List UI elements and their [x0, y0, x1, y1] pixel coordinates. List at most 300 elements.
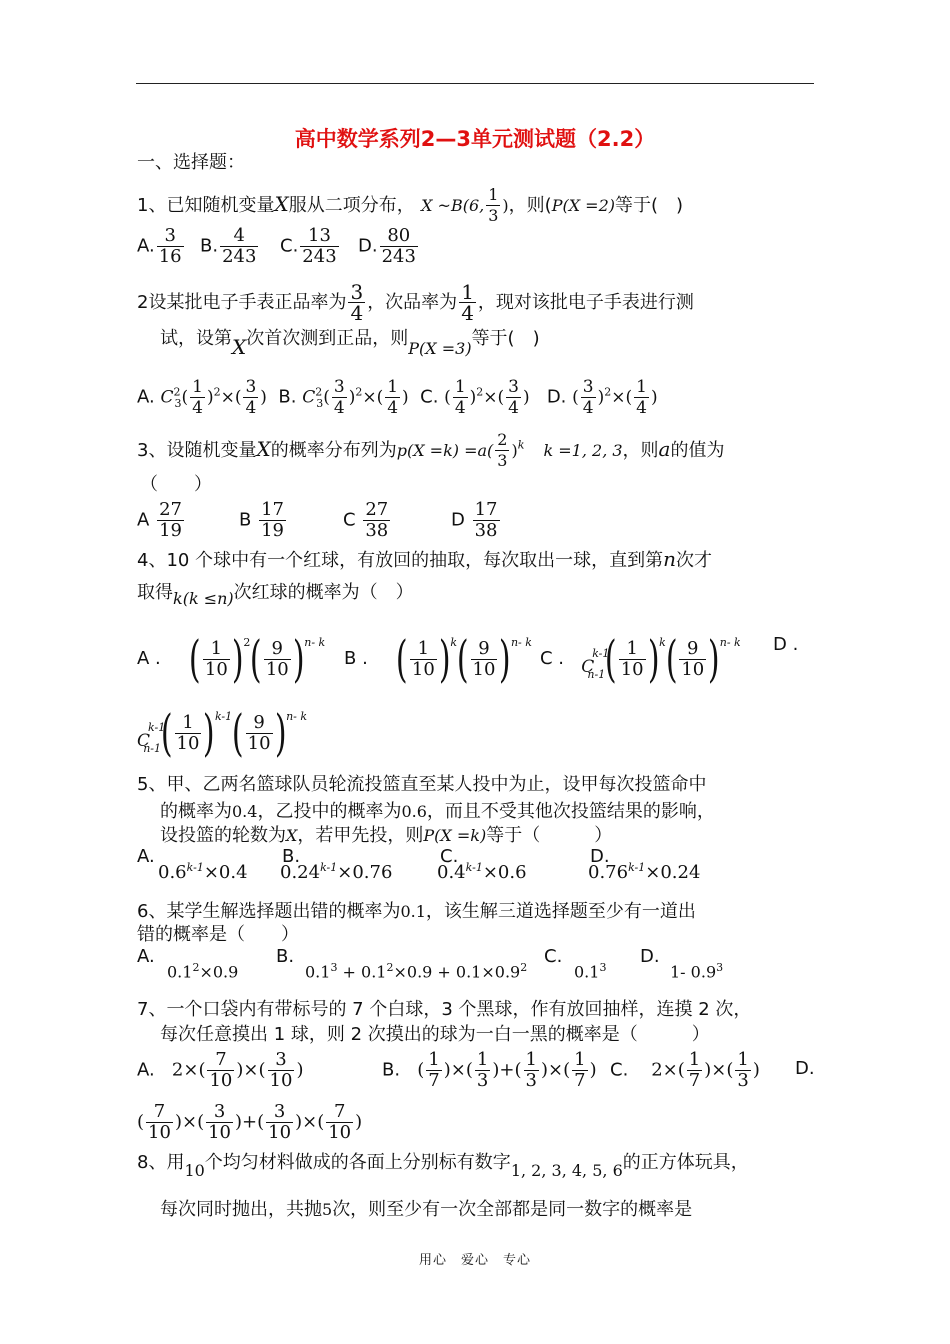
q7-option-d-label: D.: [795, 1058, 815, 1079]
times-sign: ×: [243, 1059, 259, 1081]
q5-option-c-label: C.: [440, 846, 459, 867]
option-label: B .: [344, 648, 368, 669]
question-7-line-2: 每次任意摸出 1 球，则 2 次摸出的球为一白一黑的概率是（ ）: [160, 1024, 710, 1045]
times-sign: ×: [450, 1059, 466, 1081]
fraction-numerator: 9: [253, 711, 265, 733]
q7-option-a: A. 2×( $\frac{7}{10}$ )×( $\frac{3}{10}$ ): [137, 1049, 304, 1091]
fraction-numerator: 1: [525, 1049, 537, 1070]
q1-option-d: [358, 226, 420, 267]
superscript: 3: [716, 961, 724, 974]
superscript: k: [517, 438, 525, 452]
q7-option-d: ( $\frac{7}{10}$ )×( $\frac{3}{10}$ )+( $\frac{3}{10}$ )×( $\frac{7}{10}$ ): [137, 1101, 363, 1143]
q2-text-2: ，次品率为: [367, 292, 458, 313]
superscript: 2: [476, 385, 484, 399]
superscript: 2: [243, 636, 251, 649]
fraction-denominator: 4: [508, 398, 519, 418]
times-sign: ×: [611, 387, 626, 408]
q8-text-2: 个均匀材料做成的各面上分别标有数字: [204, 1152, 511, 1173]
question-2-line-2: [160, 324, 540, 359]
q1-d-fraction: [380, 226, 418, 267]
fraction-denominator: 19: [159, 520, 182, 541]
q6-option-a: [167, 961, 238, 981]
fraction-denominator: 10: [411, 658, 435, 680]
q5-var: X: [286, 826, 298, 845]
q1-text-2: 服从二项分布，: [288, 195, 415, 216]
option-label: B.: [200, 235, 219, 257]
fraction-denominator: 10: [620, 658, 644, 680]
fraction-denominator: 4: [636, 398, 647, 418]
fraction-denominator: 10: [209, 1070, 233, 1091]
base: 0.4: [437, 862, 466, 883]
q1-option-a: [137, 226, 186, 267]
times-sign: ×: [302, 1111, 318, 1133]
fraction-denominator: 19: [261, 520, 284, 541]
q4-option-d: $C^{k-1}_{n-1}$( $\frac{1}{10}$ )$^{k-1}$( $\frac{9}{10}$ )$^{n- k}$: [137, 704, 308, 762]
q1-dist-close: ): [502, 196, 509, 215]
fraction-denominator: 243: [381, 246, 416, 267]
q1-c-fraction: [300, 226, 338, 267]
fraction-denominator: 10: [176, 732, 200, 754]
q5-option-d-label: D.: [590, 846, 610, 867]
fraction: [581, 377, 596, 418]
q8-text-4: 每次同时抛出，共抛: [160, 1199, 322, 1220]
fraction-denominator: 4: [454, 398, 466, 418]
q5-text-2: ，乙投中的概率为: [257, 801, 402, 822]
superscript: 2: [192, 961, 200, 974]
times-sign: ×: [711, 1059, 727, 1081]
q3-option-b: [239, 500, 288, 541]
factor: ×0.9: [199, 962, 239, 982]
option-label: A .: [137, 648, 161, 669]
q3-option-d: [451, 500, 502, 541]
q1-var: X: [274, 192, 289, 216]
q8-numbers: 1, 2, 3, 4, 5, 6: [510, 1161, 623, 1180]
q1-dist-num: 1: [488, 185, 499, 204]
question-4-line-1: [137, 546, 712, 574]
question-6-line-2: 错的概率是（ ）: [137, 924, 299, 945]
q8-text: 8、用: [137, 1152, 185, 1173]
q8-text-5: 次，则至少有一次全部都是同一数字的概率是: [332, 1199, 693, 1220]
fraction-numerator: 27: [365, 499, 389, 520]
fraction: [410, 639, 437, 680]
fraction: [175, 713, 202, 754]
fraction-numerator: 1: [387, 377, 399, 397]
superscript: 3: [599, 961, 607, 974]
q3-answer-paren: （ ）: [140, 474, 212, 495]
option-label: B.: [382, 1059, 401, 1081]
fraction-numerator: 3: [164, 225, 176, 246]
base: 0.1: [167, 962, 193, 982]
fraction-numerator: 3: [273, 1101, 286, 1122]
base: 0.1: [305, 962, 331, 982]
q2-text-4: 试，设第: [160, 328, 232, 349]
fraction-numerator: 1: [737, 1049, 749, 1070]
question-5-line-3: [160, 821, 612, 849]
q6-option-b: [305, 961, 527, 981]
fraction-numerator: 1: [210, 637, 223, 659]
fraction-denominator: 7: [688, 1070, 701, 1091]
q3-a: a: [658, 437, 671, 461]
q6-text-2: ，该生解三道选择题至少有一道出: [425, 901, 696, 922]
fraction: [207, 1050, 234, 1091]
fraction: [524, 1050, 539, 1091]
fraction-numerator: 3: [213, 1101, 226, 1122]
q8-n: 10: [184, 1161, 205, 1180]
fraction: [679, 639, 706, 680]
fraction-numerator: 1: [476, 1049, 489, 1070]
fraction-numerator: 1: [574, 1049, 586, 1070]
q1-text-4: 等于( ): [615, 195, 684, 216]
fraction-denominator: 3: [525, 1070, 537, 1091]
q5-option-a: [158, 861, 248, 883]
q1-b-fraction: [220, 226, 258, 267]
q3-text-2: 的概率分布列为: [270, 440, 397, 461]
fraction-denominator: 243: [222, 246, 257, 267]
base: 0.6: [158, 862, 187, 883]
superscript: 2: [604, 385, 612, 399]
fraction-numerator: 13: [308, 225, 331, 246]
fraction: [243, 377, 258, 418]
coefficient: 2: [171, 1059, 184, 1081]
q6-p: 0.1: [400, 902, 426, 921]
q5-text-6: 等于（ ）: [486, 825, 613, 846]
q6-text: 6、某学生解选择题出错的概率为: [137, 901, 401, 922]
option-label: C .: [540, 648, 565, 669]
q3-k-values: k =1, 2, 3: [543, 441, 623, 460]
q4-option-c: C . $C^{k-1}_{n-1}$( $\frac{1}{10}$ )$^k$( $\frac{9}{10}$ )$^{n- k}$: [540, 630, 741, 688]
superscript: k-1: [628, 861, 646, 874]
fraction: [326, 1102, 353, 1143]
q5-option-b: [280, 861, 392, 883]
q5-prob: P(X =k): [423, 826, 487, 845]
term: ×0.9 + 0.1×0.9: [393, 962, 521, 982]
q1-a-fraction: [157, 226, 184, 267]
fraction-denominator: 10: [247, 732, 271, 754]
fraction: [146, 1102, 173, 1143]
q4-text-2: 次才: [675, 550, 712, 571]
fraction-numerator: 7: [333, 1101, 346, 1122]
fraction: [266, 1102, 293, 1143]
fraction: [687, 1050, 702, 1091]
superscript: n- k: [304, 636, 326, 649]
superscript: k-1: [214, 710, 233, 723]
superscript: 2: [520, 961, 528, 974]
fraction: [246, 713, 273, 754]
superscript: k-1: [592, 647, 610, 660]
superscript: k-1: [465, 861, 483, 874]
fraction-denominator: 4: [461, 301, 474, 325]
coefficient: 2: [651, 1059, 663, 1081]
fraction-numerator: 3: [508, 377, 519, 397]
fraction-denominator: 10: [681, 658, 705, 680]
base: 0.76: [588, 862, 629, 883]
fraction-numerator: 1: [428, 1049, 440, 1070]
question-5-line-1: 5、甲、乙两名篮球队员轮流投篮直至某人投中为止，设甲每次投篮命中: [137, 774, 707, 795]
term: + 0.1: [337, 962, 387, 982]
fraction-denominator: 4: [333, 398, 345, 418]
question-1: [137, 185, 683, 226]
base: 0.1: [574, 962, 600, 982]
fraction: [264, 639, 291, 680]
fraction-denominator: 4: [192, 398, 203, 418]
option-label: A.: [137, 386, 155, 408]
fraction: [473, 500, 500, 541]
option-label: B: [239, 509, 252, 531]
option-label: B.: [278, 386, 297, 408]
fraction-numerator: 1: [626, 637, 638, 659]
q1-option-b: [200, 226, 260, 267]
fraction-denominator: 10: [208, 1122, 231, 1143]
q5-option-d: [588, 861, 700, 883]
fraction: [506, 377, 521, 418]
plus-sign: +: [242, 1111, 258, 1133]
q8-times: 5: [322, 1200, 333, 1219]
fraction-numerator: 9: [478, 637, 490, 659]
q4-option-b: B . ( $\frac{1}{10}$ )$^k$( $\frac{9}{10}$ )$^{n- k}$: [344, 630, 532, 688]
times-sign: ×: [362, 387, 377, 408]
superscript: 2: [173, 385, 181, 399]
option-label: C.: [420, 386, 439, 408]
q5-option-a-label: A.: [137, 846, 155, 867]
q4-text: 4、10 个球中有一个红球，有放回的抽取，每次取出一球，直到第: [137, 550, 664, 571]
q6-option-b-label: B.: [276, 946, 295, 967]
times-sign: ×: [483, 387, 498, 408]
q5-option-c: [437, 861, 527, 883]
fraction-numerator: 9: [271, 637, 283, 659]
times-sign: ×: [181, 1111, 198, 1133]
q1-text: 1、已知随机变量: [137, 195, 275, 216]
option-label: A.: [137, 1059, 155, 1081]
q4-option-d-label: D .: [773, 634, 799, 655]
fraction-numerator: 3: [333, 377, 345, 397]
q5-text-5: ，若甲先投，则: [297, 825, 424, 846]
q4-condition: k(k ≤n): [173, 589, 234, 608]
option-label: D.: [358, 235, 378, 257]
fraction-denominator: 7: [574, 1070, 586, 1091]
fraction: [157, 500, 184, 541]
q1-dist-fraction: [486, 185, 500, 226]
fraction-denominator: 4: [387, 398, 399, 418]
q6-option-c-label: C.: [544, 946, 563, 967]
superscript: 2: [315, 385, 323, 399]
superscript: 3: [330, 961, 338, 974]
base: 1- 0.9: [670, 962, 717, 982]
q5-p2: 0.6: [401, 802, 427, 821]
fraction-denominator: 10: [268, 1122, 292, 1143]
fraction-numerator: 1: [454, 377, 466, 397]
subscript: 3: [316, 397, 324, 411]
question-8-line-2: [160, 1195, 692, 1223]
page-title: 高中数学系列2—3单元测试题（2.2）: [294, 127, 656, 151]
q2-text-6: 等于( ): [471, 328, 540, 349]
q2-text-5: 次首次测到正品，则: [246, 328, 409, 349]
fraction-numerator: 7: [215, 1049, 227, 1070]
q3-fraction: [495, 430, 509, 471]
fraction: [634, 377, 649, 418]
question-2-line-1: [137, 282, 694, 323]
fraction-denominator: 3: [497, 451, 508, 470]
q3-option-c: [343, 500, 392, 541]
fraction-denominator: 10: [269, 1070, 293, 1091]
fraction-numerator: 3: [350, 280, 364, 304]
q3-expression-close: ): [511, 441, 518, 460]
q3-var: X: [256, 437, 271, 461]
fraction-denominator: 243: [302, 246, 337, 267]
option-label: C.: [280, 235, 299, 257]
q3-text-4: 的值为: [670, 440, 725, 461]
fraction-numerator: 4: [233, 225, 245, 246]
q2-var: X: [232, 335, 247, 359]
fraction: [471, 639, 498, 680]
q2-fraction-1-4: [459, 282, 476, 323]
fraction-numerator: 1: [461, 280, 474, 304]
combination-symbol: C: [581, 657, 595, 677]
fraction-numerator: 3: [275, 1049, 287, 1070]
combination-symbol: C: [137, 731, 151, 751]
fraction-numerator: 80: [387, 225, 411, 246]
q4-option-a: A . ( $\frac{1}{10}$ )$^2$( $\frac{9}{10}$ )$^{n- k}$: [137, 630, 326, 688]
q3-expression: p(X =k) =a(: [396, 441, 494, 460]
superscript: n- k: [510, 636, 532, 649]
fraction: [206, 1102, 233, 1143]
factor: ×0.76: [337, 862, 393, 883]
fraction-numerator: 27: [159, 499, 182, 520]
fraction-numerator: 3: [582, 377, 594, 397]
fraction-denominator: 38: [365, 520, 389, 541]
option-label: C.: [610, 1059, 629, 1081]
option-label: D.: [546, 386, 567, 408]
fraction-denominator: 10: [148, 1122, 171, 1143]
q3-text: 3、设随机变量: [137, 440, 257, 461]
q2-prob: P(X =3): [408, 339, 472, 358]
superscript: k: [450, 636, 458, 649]
fraction: [426, 1050, 441, 1091]
superscript: n- k: [719, 636, 741, 649]
q7-option-c: C. 2×( $\frac{1}{7}$ )×( $\frac{1}{3}$ ): [610, 1049, 760, 1091]
q5-text-3: ，而且不受其他次投篮结果的影响，: [426, 801, 715, 822]
q2-text: 2设某批电子手表正品率为: [137, 292, 347, 313]
fraction-denominator: 4: [350, 301, 364, 325]
fraction: [475, 1050, 490, 1091]
factor: ×0.4: [203, 862, 248, 883]
factor: ×0.6: [482, 862, 527, 883]
fraction-denominator: 4: [582, 398, 594, 418]
question-8-line-1: [137, 1148, 749, 1180]
q4-text-4: 次红球的概率为（ ）: [233, 582, 414, 603]
q8-text-3: 的正方体玩具，: [622, 1152, 749, 1173]
q4-n: n: [663, 547, 676, 571]
q6-option-a-label: A.: [137, 946, 155, 967]
factor: ×0.24: [645, 862, 701, 883]
fraction-denominator: 10: [265, 658, 289, 680]
fraction: [385, 377, 400, 418]
subscript: n-1: [143, 742, 162, 755]
fraction-numerator: 9: [687, 637, 699, 659]
fraction: [619, 639, 646, 680]
option-label: A: [137, 509, 150, 531]
times-sign: ×: [183, 1059, 199, 1081]
q4-text-3: 取得: [137, 582, 173, 603]
fraction-denominator: 4: [245, 398, 257, 418]
fraction-numerator: 17: [474, 499, 498, 520]
superscript: k-1: [320, 861, 338, 874]
subscript: 3: [174, 397, 182, 411]
fraction: [332, 377, 347, 418]
option-label: C: [343, 509, 356, 531]
fraction-numerator: 7: [153, 1101, 166, 1122]
q2-fraction-3-4: [348, 282, 365, 323]
fraction-numerator: 2: [497, 430, 508, 449]
combination-symbol: C: [160, 387, 174, 408]
fraction: [363, 500, 390, 541]
fraction-numerator: 1: [636, 377, 647, 397]
superscript: k: [659, 636, 666, 649]
fraction-numerator: 1: [417, 637, 430, 659]
fraction: [268, 1050, 295, 1091]
q1-option-c: [280, 226, 341, 267]
fraction-denominator: 10: [472, 658, 496, 680]
q5-text-4: 设投篮的轮数为: [160, 825, 286, 846]
fraction: [572, 1050, 587, 1091]
fraction-numerator: 1: [192, 377, 203, 397]
question-4-line-2: [137, 578, 414, 606]
q2-options: A. $C^2_3$( $\frac{1}{4}$ )$^2$×( $\frac{3}{4}$ ) B. $C^2_3$( $\frac{3}{4}$ )$^2$×( $\frac{1}{4}$ ) C. ( $\frac{1}{4}$ )$^2$×( $\frac{3}{4}$ ) D. ( $\frac{3}{4}$ )$^2$×( $\frac{1}{4}$ ): [137, 377, 658, 418]
fraction: [259, 500, 286, 541]
plus-sign: +: [499, 1059, 515, 1081]
q3-option-a: [137, 500, 186, 541]
superscript: 2: [213, 385, 221, 399]
fraction-denominator: 3: [737, 1070, 749, 1091]
fraction: [453, 377, 468, 418]
fraction-denominator: 10: [204, 658, 228, 680]
question-3: [137, 430, 724, 471]
base: 0.24: [280, 862, 321, 883]
q1-prob: P(X =2): [551, 196, 615, 215]
times-sign: ×: [662, 1059, 678, 1081]
q5-p1: 0.4: [232, 802, 258, 821]
fraction-numerator: 3: [245, 377, 257, 397]
q1-dist-den: 3: [488, 206, 499, 225]
fraction-denominator: 3: [476, 1070, 489, 1091]
question-6-line-1: [137, 897, 696, 925]
times-sign: ×: [220, 387, 235, 408]
superscript: k-1: [186, 861, 204, 874]
q1-dist: X ~B(6,: [421, 196, 485, 215]
q2-text-3: ，现对该批电子手表进行测: [477, 292, 694, 313]
section-heading: 一、选择题：: [137, 152, 245, 173]
fraction-numerator: 17: [261, 499, 284, 520]
question-7-line-1: 7、一个口袋内有带标号的 7 个白球，3 个黑球，作有放回抽样，连摸 2 次，: [137, 999, 752, 1020]
fraction-denominator: 7: [428, 1070, 440, 1091]
q1-text-3: ，则(: [508, 195, 552, 216]
option-label: A.: [137, 235, 155, 257]
q3-text-3: ，则: [622, 440, 659, 461]
fraction: [203, 639, 230, 680]
superscript: 2: [386, 961, 394, 974]
superscript: n- k: [286, 710, 308, 723]
fraction-denominator: 38: [474, 520, 498, 541]
q6-option-d-label: D.: [640, 946, 660, 967]
subscript: n-1: [587, 668, 606, 681]
q5-option-b-label: B.: [282, 846, 301, 867]
combination-symbol: C: [302, 387, 316, 408]
fraction-numerator: 1: [182, 711, 194, 733]
fraction-denominator: 16: [158, 246, 182, 267]
q7-option-b: B. ( $\frac{1}{7}$ )×( $\frac{1}{3}$ )+( $\frac{1}{3}$ )×( $\frac{1}{7}$ ): [382, 1049, 597, 1091]
times-sign: ×: [547, 1059, 564, 1081]
page-footer: 用心 爱心 专心: [418, 1253, 531, 1268]
superscript: 2: [355, 385, 363, 399]
